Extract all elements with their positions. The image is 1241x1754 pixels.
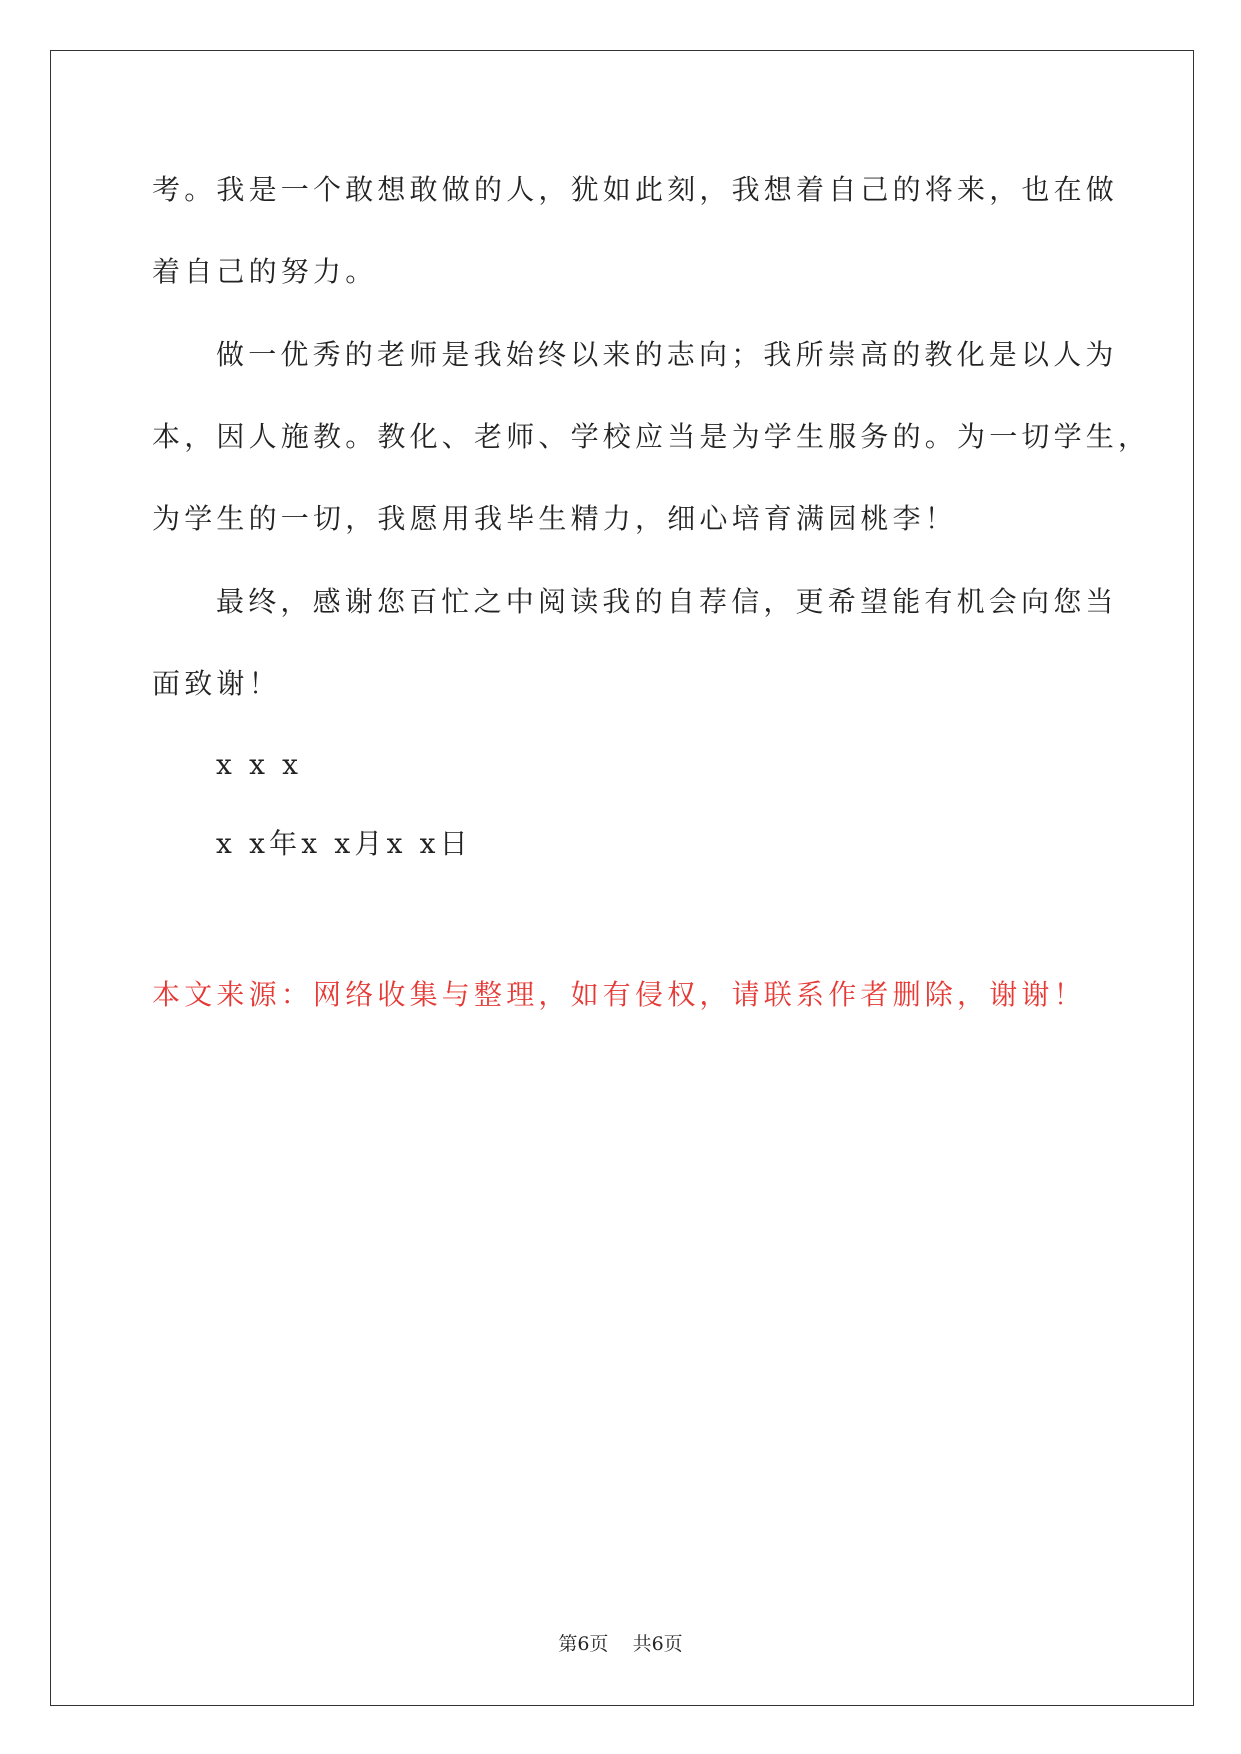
page-border — [50, 50, 1194, 1706]
body-line-2: 着自己的努力。 — [152, 255, 378, 288]
signature: x x x — [216, 748, 303, 781]
body-line-1: 考。我是一个敢想敢做的人，犹如此刻，我想着自己的将来，也在做 — [152, 173, 1119, 206]
page-footer: 第6页 共6页 — [558, 1633, 683, 1655]
body-line-4: 本，因人施教。教化、老师、学校应当是为学生服务的。为一切学生， — [152, 420, 1151, 453]
body-line-6: 最终，感谢您百忙之中阅读我的自荐信，更希望能有机会向您当 — [216, 585, 1118, 618]
body-line-3: 做一优秀的老师是我始终以来的志向；我所崇高的教化是以人为 — [216, 338, 1118, 371]
source-note: 本文来源：网络收集与整理，如有侵权，请联系作者删除，谢谢！ — [152, 978, 1086, 1011]
body-line-7: 面致谢！ — [152, 667, 281, 700]
body-line-5: 为学生的一切，我愿用我毕生精力，细心培育满园桃李！ — [152, 502, 958, 535]
date-line: x x年x x月x x日 — [216, 827, 472, 860]
